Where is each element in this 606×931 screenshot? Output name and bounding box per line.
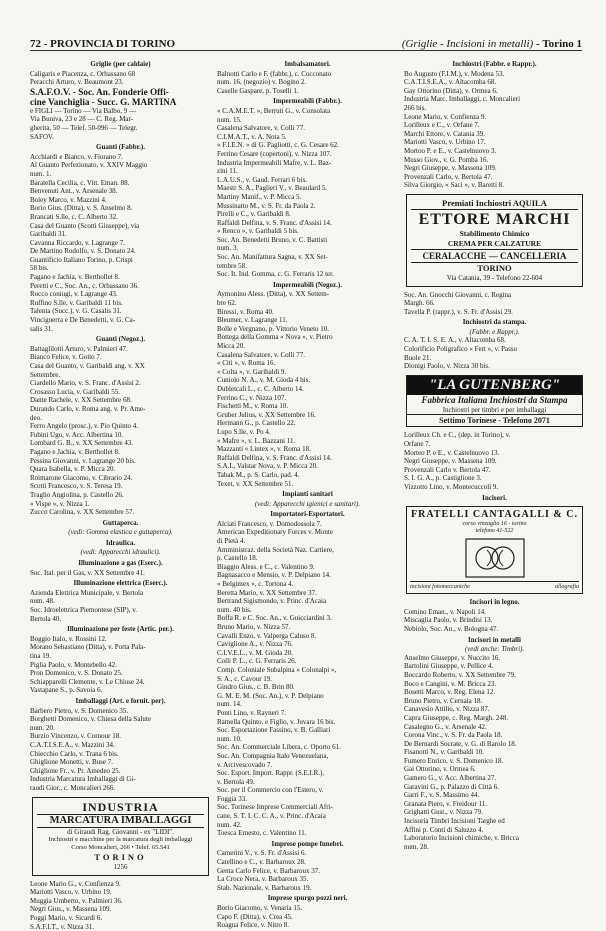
section-note: (vedi: Apparecchi idraulici). [80,548,161,557]
directory-entry: Mariotti Vasco, v. Urbino 19. [30,888,112,897]
ad-line: MARCATURA IMBALLAGGI [37,814,204,828]
directory-entry: Gai Ottorino, v. Ormea 6. [404,765,476,774]
directory-entry: Aymonino Aless. (Ditta), v. XX Settem- [217,290,330,299]
directory-entry: Muggia Umberto, v. Palmieri 36. [30,896,123,905]
book-title: PROVINCIA DI TORINO [50,38,176,50]
directory-entry: Soc. It. Ind. Gomma, c. G. Ferraris 12 ter. [217,270,334,279]
ad-line: Settimo Torinese - Telefono 2071 [407,414,582,426]
directory-entry: Pagano e Jachia, v. Berthollet 8. [30,273,120,282]
directory-entry: Caselle Gaspare, p. Toselli 1. [217,86,299,95]
directory-entry: Bertrand Sigismondo, v. Princ. d'Acaia [217,597,327,606]
directory-entry: « Colta », v. Garibaldi 9. [217,367,287,376]
section-heading: Illuminazione per feste (Artic. per.). [67,625,174,634]
directory-entry: Mazzanti « Lintex », v. Roma 18. [217,445,311,454]
directory-entry: C.A.T.I.S.E.A., v. Altacomba 68. [404,78,497,87]
ad-footer [410,581,579,591]
directory-entry: C.A.T.I.S.E.A., v. Mazzini 34. [30,740,115,749]
directory-entry: Azienda Elettrica Municipale, v. Bertola [30,588,144,597]
directory-entry: Pron Domenico, v. S. Donato 25. [30,669,123,678]
directory-entry: Bolle e Vergnano, p. Vittorio Veneto 10. [217,324,330,333]
directory-entry: L.A.U.S., v. Gaud. Ferrari 6 bis. [217,175,307,184]
directory-entry: Negri Giuseppe, v. Massena 109. [404,164,497,173]
directory-entry: num. 3. [217,244,239,253]
section-heading: Guttaperca. [102,518,139,527]
directory-entry: Baratella Cecilia, c. Vitt. Eman. 88. [30,178,130,187]
directory-entry: Camerini V., v. S. Fr. d'Assisi 6. [217,849,307,858]
directory-entry: Ghiglione Fr., v. Pr. Amedeo 25. [30,766,121,775]
directory-entry: Garri F., v. S. Massimo 44. [404,791,480,800]
directory-entry: Capra Giuseppe, c. Reg. Margh. 248. [404,713,509,722]
directory-entry: Raffaldi Delfina, v. S. Franc. d'Assisi 14. [217,453,332,462]
directory-entry: Boffa R. e C. Soc. An., v. Guicciardini 3. [217,614,332,623]
directory-entry: Lupo S.lle, v. Po 4. [217,427,271,436]
directory-entry: Fisanotti N., v. Garibaldi 10. [404,748,485,757]
ad-address: corso vinzaglio 16 - torino [462,521,527,528]
directory-entry: Colli P. L., c. G. Ferraris 26. [217,657,297,666]
section-note: (vedi: Gomma elastica e guttaperca). [68,528,173,537]
section-heading: Illuminazione a gas (Eserc.). [78,559,163,568]
directory-entry: Pirelli e C., v. Garibaldi 8. [217,210,291,219]
directory-entry: Affini p. Conti di Saluzzo 4. [404,825,484,834]
directory-entry: 266 bis. [404,103,427,112]
directory-entry: Hermann G., p. Castello 22. [217,419,296,428]
directory-entry: G. M. E. M. (Soc. An.), v. P. Delpiano [217,691,324,700]
directory-entry: Brancati S.lle, c. C. Alberto 32. [30,212,118,221]
directory-entry: Ramella Quinto, e Figlio, v. Juvara 16 bis. [217,717,336,726]
directory-entry: Foggia 33. [217,794,247,803]
directory-entry: tembre 58. [217,261,247,270]
directory-entry: « C.A.M.E.T. », Berruti G., v. Consolata [217,106,331,115]
directory-entry: Dubletcali L., c. C. Alberto 14. [217,384,304,393]
directory-entry: Borio Gius. (Ditta), v. S. Anselmo 8. [30,204,133,213]
directory-entry: Incisoria Timbri Incisioni Targhe ed [404,817,505,826]
directory-entry: Comino Eman., v. Napoli 14. [404,607,486,616]
directory-entry: Ferrino C., v. Nizza 107. [217,393,287,402]
directory-entry: Micca 20. [217,342,245,350]
directory-entry: « Citi », v. Roma 16. [217,359,276,368]
directory-entry: Lombard G. B., v. XX Settembre 43. [30,439,134,448]
directory-entry: Alciati Francesco, v. Domodossola 7. [217,519,322,528]
directory-entry: Zucco Carolina, v. XX Settembre 57. [30,508,135,517]
directory-entry: Ciardello Mario, v. S. Franc. d'Assisi 2. [30,379,141,388]
directory-entry: Beretta Mario, v. XX Settembre 37. [217,588,317,597]
directory-entry: cane, S. T. I. C. C. A., v. Princ. d'Acaia [217,812,326,821]
directory-entry: Buole 21. [404,353,432,362]
directory-entry: Mortoo P. e E., v. Castelnuovo 3. [404,146,497,155]
directory-entry: SAFOV. [30,132,54,141]
directory-entry: Peretti e C., Soc. An., c. Orbassano 36. [30,281,139,290]
directory-entry: American Expeditionary Forces v. Monte [217,528,333,537]
directory-entry: Garavini G., p. Palazzo di Città 6. [404,782,499,791]
directory-entry: Granata Piero, v. Freidour 11. [404,799,488,808]
directory-entry: Boccardo Roberto, v. XX Settembre 79. [404,670,516,679]
ad-title: FRATELLI CANTAGALLI & C. [411,509,578,521]
ad-line: Corso Moncalieri, 266 • Telef. 65.541 [71,844,170,852]
directory-entry: Rocco coniugi, v. Lagrange 43. [30,290,118,299]
directory-entry: num. 42. [217,820,242,829]
directory-entry: Battaglilotti Arturo, v. Palmieri 47. [30,344,128,353]
directory-entry: Bagnasacco e Mensio, v. P. Delpiano 14. [217,571,331,580]
directory-entry: « Belgimex », c. Tortona 4. [217,580,294,589]
section-heading: Impianti sanitari [282,490,333,499]
directory-entry: Catellino e C., v. Barbaroux 28. [217,858,306,867]
directory-entry: Gindro Gius., c. B. Brin 80. [217,683,295,692]
directory-entry: C.I.M.A.T., v. A. Nota 5. [217,132,287,141]
directory-entry: Ruffino S.lle, v. Garibaldi 11 bis. [30,298,123,307]
directory-entry: num. 14. [217,700,242,709]
directory-entry: num. 20. [30,723,55,732]
directory-entry: S. I. G. A., p. Castiglione 3. [404,474,482,483]
directory-entry: Poggi Mario, v. Sicardi 6. [30,914,103,923]
directory-entry: zini 11. [217,167,238,176]
directory-entry: Biressi, v. Roma 40. [217,307,274,316]
directory-entry: Casalena Salvatore, v. Colli 77. [217,350,305,359]
directory-entry: C. A. T. I. S. E. A., v. Altacomba 68. [404,336,506,345]
directory-entry: Grighatti Gust., v. Nizza 79. [404,808,483,817]
directory-entry: Morteo P. e E., v. Castelnuovo 13. [404,448,500,457]
directory-entry: num. 1. [30,169,52,178]
directory-entry: raudi Gior., c. Moncalieri 266. [30,783,116,792]
directory-entry: Tavella P. (rappr.), v. S. Fr. d'Assisi 29. [404,307,513,316]
ad-footer-right: allografia [554,584,579,591]
section-heading: Incisori. [482,493,507,502]
directory-entry: Bleumer, v. Lagrange 11. [217,316,288,325]
directory-entry: bre 62. [217,299,237,308]
advertisement-box [406,194,583,287]
ad-line: "LA GUTENBERG" [407,376,582,395]
directory-entry: num. 40 bis. [217,605,252,614]
directory-entry: Leone Mario G., v. Confienza 9. [30,879,121,888]
directory-entry: Casalegno G., v. Arsenale 42. [404,722,487,731]
section-heading: Guanti (Negoz.). [95,335,146,344]
directory-entry: Gay Ottorino (Ditta), v. Ormea 6. [404,86,498,95]
directory-entry: Ferrino Cesare (copertoni), v. Nizza 107. [217,149,332,158]
directory-entry: S.A.F.I.T., v. Nizza 31. [30,922,94,931]
directory-entry: Negri Gius., v. Massena 109. [30,905,112,914]
directory-entry: Ferro Angelo (prosc.), v. Pio Quinto 4. [30,422,139,431]
featured-entry: cine Vanchiglia - Succ. G. MARTINA [30,96,177,107]
directory-entry: Anselmo Giuseppe, v. Nuccito 16. [404,653,501,662]
ad-line: di Giraudi Rag. Giovanni - ex "LIDI". [67,827,174,836]
directory-entry: Lorilleux Ch. e C., (dep. in Torino), v. [404,431,511,440]
directory-entry: Burzio Vincenzo, v. Cornour 18. [30,732,121,741]
directory-entry: Benvenuti Ant., v. Arsenale 38. [30,187,118,196]
section-heading: Impermeabili (Fabbr.). [273,97,342,106]
directory-entry: Miscaglia Paolo, v. Brindisi 13. [404,616,493,625]
section-heading: Griglie (per caldaie) [90,60,151,68]
directory-entry: Soc. An. Commerciale Libera, c. Oporto 61. [217,743,341,752]
ad-line: CERALACCHE — CANCELLERIA [411,249,578,263]
directory-entry: Industria Impermeabili Mafre, v. L. Baz- [217,158,332,167]
directory-entry: 58 bis. [30,264,49,273]
section-note: (vedi anche: Timbri). [464,645,525,654]
section-heading: Inchiostri da stampa. [462,318,527,327]
directory-entry: Fumero Enrico, v. S. Domenico 18. [404,756,504,765]
directory-entry: Industria Marc. Imballaggi, c. Moncalieri [404,95,521,104]
ad-line: Stabilimento Chimico [459,228,530,238]
directory-entry: v. Bertola 49. [217,777,255,786]
header-left: 72 - PROVINCIA DI TORINO [30,38,176,50]
directory-entry: num. 10. [217,734,242,743]
directory-entry: Caligaris e Piacenza, c. Orbassano 68 [30,69,136,78]
directory-entry: Casa del Guanto, v. Garibaldi ang. v. XX [30,362,145,370]
directory-entry: num. 16, (negozio) v. Bogino 2. [217,78,307,87]
directory-entry: Bruno Pietro, v. Cernaia 18. [404,696,483,705]
advertisement-box [32,797,209,876]
directory-entry: Comp. Coloniale Subalpina « Colonalpi », [217,665,337,674]
directory-entry: Bertola 40. [30,614,62,623]
columns [30,58,586,931]
section-heading: Idraulica. [105,538,136,547]
directory-entry: Soc. Idroelettrica Piemontese (SIP), v. [30,606,138,615]
advertisement-box [406,506,583,594]
header-right: (Griglie - Incisioni in metalli) - Torino 1 [401,38,582,50]
section-heading: Imballaggi (Art. e fornit. per). [75,696,166,705]
emblem-icon [465,538,525,578]
section-note: (vedi: Apparecchi igienici e sanitari). [254,499,361,508]
directory-entry: Martiny Manif., v. P. Micca 5. [217,192,302,201]
directory-entry: Mariotti Vasco, v. Urbino 17. [404,138,486,147]
directory-entry: Bosetti Marco, v. Reg. Elena 12. [404,688,496,697]
directory-entry: Morano Sebastiano (Ditta), v. Porta Pala- [30,643,146,652]
ad-line: ETTORE MARCHI [418,210,571,228]
directory-entry: Pessina Giovanni, v. Lagrange 20 bis. [30,456,136,465]
ad-line: CREMA PER CALZATURE [447,238,542,248]
directory-entry: Colorificio Poligrafico « Fert », v. Passo [404,345,518,354]
featured-entry: S.A.F.O.V. - Soc. An. Fonderie Offi- [30,86,169,97]
section-heading: Guanti (Fabbr.). [96,143,145,152]
directory-entry: Borghetti Domenico, v. Chiesa della Salute [30,715,151,724]
directory-entry: Schiapparelli Clemente, v. Le Chiuse 24. [30,677,145,686]
city-name: Torino [542,38,574,50]
advertisement-box [406,375,583,428]
directory-entry: Cavalli Enzo, v. Valperga Caluso 8. [217,631,317,640]
directory-entry: Soc. An. Gnocchi Giovanni, c. Regina [404,290,512,299]
directory-entry: gherita, 50 — Telef. 50-096 — Telegr. [30,123,138,132]
directory-entry: num. 15. [217,115,242,124]
directory-entry: Bruno Mario, v. Nizza 57. [217,623,291,631]
directory-entry: Soc. An. Benedetti Bruno, v. C. Battisti [217,235,328,244]
ad-line: INDUSTRIA [82,799,159,814]
directory-entry: Soc. per il Commercio con l'Estero, v. [217,786,324,795]
directory-entry: Balnotti Carlo e F. (fabbr.), c. Cocconato [217,69,332,78]
directory-entry: Silva Giorgio, « Saci », v. Baretti 8. [404,181,504,190]
section-heading: Incisori in legno. [469,598,520,607]
directory-entry: Vizzotto Lino, v. Montecuccoli 9. [404,483,499,491]
directory-entry: Gruber Julius, v. XX Settembre 16. [217,410,316,419]
section-heading: Inchiostri (Fabbr. e Rappr.). [452,60,537,68]
section-heading: Imbalsamatori. [284,60,331,68]
directory-entry: Piglia Paolo, v. Montebello 42. [30,660,117,669]
directory-entry: Marchi Ettore, v. Catania 39. [404,129,485,138]
directory-entry: v. Arcivescovado 7. [217,760,273,769]
directory-entry: Soc. An. Compagnia Italo Venezuelana, [217,751,329,760]
directory-entry: Musso Giov., v. G. Pomba 16. [404,155,489,164]
directory-entry: e FIGLI — Torino — Via Balbo, 9 — [30,106,136,115]
directory-entry: Ponti Lino, v. Rayneri 7. [217,708,286,717]
directory-entry: « Renco », v. Garibaldi 5 bis. [217,227,299,236]
directory-entry: Soc. Esport. Import. Rappr. (S.E.I.R.), [217,769,325,778]
ad-emblem [465,538,525,578]
directory-entry: Scotti Francesco, v. S. Teresa 19. [30,482,123,491]
directory-entry: « Mafre », v. L. Bazzani 11. [217,436,296,445]
directory-entry: Stab. Nazionale, v. Barbaroux 19. [217,883,312,892]
directory-entry: num. 48. [30,597,55,606]
column-right [404,58,585,890]
ad-line: Fabbrica Italiana Inchiostri da Stampa [421,394,568,405]
directory-entry: p. Castello 18. [217,554,258,563]
section-heading: Importatori-Esportatori. [270,510,345,519]
directory-entry: tina 19. [30,652,51,660]
directory-entry: De Bernardi Socrate, v. G. di Barolo 18. [404,739,517,748]
directory-entry: Roimarone Giacomo, v. Cibrario 24. [30,473,133,482]
directory-entry: « Vispe », v. Nizza 1. [30,499,90,508]
ad-footer-left: incisioni fotomeccaniche [410,584,470,591]
ad-line: Premiati Inchiostri AQUILA [411,198,578,210]
ad-line: Inchiostri per timbri e per imballaggi [442,405,547,414]
directory-entry: Boco e Cangini, v. M. Bricca 23. [404,679,497,688]
page-number: 72 [30,38,41,50]
directory-entry: Quara Isabella, v. P. Micca 20. [30,465,116,474]
directory-entry: Bartolini Giuseppe, v. Pellice 4. [404,662,494,671]
directory-entry: Bo Augusto (F.I.M.), v. Modena 53. [404,69,505,78]
directory-entry: deo. [30,413,42,422]
directory-entry: Vastapane S., p. Savoia 6. [30,686,103,695]
directory-entry: Canavesio Attilio, v. Nizza 87. [404,705,490,714]
column-left [30,58,211,931]
directory-entry: Barbero Pietro, v. S. Domenico 35. [30,706,129,715]
directory-entry: Negri Giuseppe, v. Massena 109. [404,457,497,466]
directory-entry: Garibaldi 31. [30,230,67,239]
directory-entry: Orfane 7. [404,440,431,449]
directory-entry: Capo F. (Ditta), v. Crea 45. [217,912,293,921]
directory-entry: Fischetti M., v. Roma 10. [217,402,289,411]
section-title: (Griglie - Incisioni in metalli) [401,38,534,50]
directory-entry: S.A.I., Valstar Nova, v. P. Micca 20. [217,462,318,471]
directory-entry: Guantificio Italiano Torino, p. Crispi [30,255,133,264]
directory-entry: Bottega della Gomma « Nova », v. Pietro [217,333,333,342]
directory-entry: Peracchi Arturo, v. Beaumont 23. [30,78,124,87]
directory-entry: Soc. Esportazione Fassino, v. B. Galliari [217,726,331,735]
directory-entry: Toesca Ernesto, c. Valentino 11. [217,829,307,838]
directory-entry: Amministraz. della Società Naz. Cartiere, [217,545,334,554]
directory-entry: Corona Vinc., v. S. Fr. da Paola 18. [404,731,503,740]
ad-line: TORINO [94,852,147,863]
directory-entry: Dionigi Paolo, v. Nizza 30 bis. [404,362,490,371]
directory-entry: Soc. Ital. per il Gas, v. XX Settembre 41. [30,568,145,577]
directory-entry: Soc. Torinese Imprese Commerciali Afri- [217,803,333,812]
directory-entry: Caviglione A., v. Nizza 76. [217,640,293,649]
directory-entry: Soc. An. Manifattura Sagna, v. XX Set- [217,253,328,262]
directory-entry: Lorilleux e C., v. Orfane 7. [404,121,480,130]
directory-entry: Laboratorio Incisioni chimiche, v. Bricca [404,834,520,843]
section-note: (Fabbr. e Rappr.). [469,327,520,336]
directory-entry: Gamero G., v. Acc. Albertina 27. [404,774,497,783]
directory-entry: di Pietà 4. [217,537,246,546]
directory-entry: Leone Mario, v. Confienza 9. [404,112,487,121]
directory-entry: Vinciguerra e De Benedetti, v. G. Ca- [30,316,136,325]
section-heading: Incisori in metalli [468,635,521,644]
directory-entry: Genta Carlo Felice, v. Barbaroux 37. [217,866,320,875]
section-heading: Impermeabili (Negoz.). [272,280,342,289]
directory-entry: Casalena Salvatore, v. Colli 77. [217,124,305,133]
directory-entry: S. A., c. Cavour 19. [217,674,273,683]
directory-entry: Tabak M., p. S. Carlo, pad. 4. [217,470,300,479]
ad-line: TORINO [477,262,512,273]
directory-entry: Traglio Angiolina, p. Castello 26. [30,490,124,499]
directory-entry: salis 31. [30,324,53,333]
directory-entry: Cavanna Riccardo, v. Lagrange 7. [30,238,125,247]
directory-entry: Acchiardi e Bianco, v. Fiorano 7. [30,152,123,161]
directory-entry: Raffaldi Delfina, v. S. Franc. d'Assisi 14. [217,218,332,227]
directory-entry: Ghiglione Monetti, v. Buse 7. [30,758,113,767]
directory-entry: Roagna Felice, v. Nitro 8. [217,921,290,930]
directory-entry: Talenta (Succ.), v. G. Casalis 31. [30,307,122,316]
directory-entry: Boggio Italo, v. Rossini 12. [30,634,107,643]
section-heading: Imprese spurgo pozzi neri. [267,894,348,903]
directory-entry: Biaggio Aless. e C., c. Valentino 9. [217,562,315,571]
directory-entry: Fubini Ugo, v. Acc. Albertina 10. [30,430,124,439]
ad-line: 1256 [113,863,128,872]
directory-entry: C.I.V.E.L., v. M. Gioda 20. [217,648,293,657]
ad-line: Via Catania, 39 - Telefono 22-604 [446,273,543,282]
section-heading: Imprese pompe funebri. [271,839,344,848]
directory-entry: Boley Marco, v. Mazzini 4. [30,195,107,204]
directory-entry: Mussinatto M., v. S. Fr. da Paola 2. [217,201,316,210]
column-middle [217,58,398,930]
directory-entry: Casa del Guanto (Scotti Giuseppe), via [30,221,140,230]
page-header [30,34,582,51]
section-number: 1 [576,38,582,50]
directory-entry: Al Guanto Perfezionato, v. XXIV Maggio [30,161,148,170]
directory-entry: Provenzali Carlo v. Bertola 47. [404,465,491,474]
directory-entry: Provenzali Carlo, v. Bertola 47. [404,172,493,181]
ad-phone: telefono 41-522 [475,528,514,535]
directory-entry: Durando Carlo, v. Roma ang. v. Pr. Ame- [30,404,146,413]
directory-entry: La Croce Nera, v. Barbaroux 35. [217,875,309,884]
directory-entry: Bianco Felice, v. Goito 7. [30,353,102,362]
directory-entry: Dante Rachele, v. XX Settembre 68. [30,396,132,405]
directory-entry: Borio Giacomo, v. Venaria 15. [217,904,303,912]
directory-entry: De Martino Rodolfo, v. S. Donato 24. [30,247,136,256]
directory-entry: Cuniolo N. A., v. M. Gioda 4 bis. [217,376,311,385]
directory-entry: Industria Marcatura Imballaggi di Gi- [30,775,136,784]
ad-line: Inchiostri e macchine per la marcatura degli imballaggi [48,836,193,844]
directory-entry: « F.I.E.N. » di G. Pagliotti, c. G. Cesare 62. [217,141,339,150]
directory-entry: num. 28. [404,842,429,851]
directory-entry: Via Buniva, 23 e 28 — C. Reg. Mar- [30,115,134,124]
directory-entry: Maestr S. A., Paglieri V., v. Beaulard 5. [217,184,328,193]
directory-entry: Crosasso Lucia, v. Garibaldi 55. [30,387,120,396]
section-heading: Illuminazione elettrica (Eserc.). [73,579,168,588]
directory-entry: Nebiolo, Soc. An., v. Bologna 47. [404,624,499,633]
directory-entry: Margh. 66. [404,299,435,308]
directory-entry: Texet, v. XX Settembre 51. [217,479,294,488]
directory-entry: Pagano e Jachia, v. Berthollet 8. [30,447,120,456]
directory-entry: Chiecchio Carlo, v. Trana 6 bis. [30,749,119,758]
directory-entry: Settembre. [30,370,61,379]
